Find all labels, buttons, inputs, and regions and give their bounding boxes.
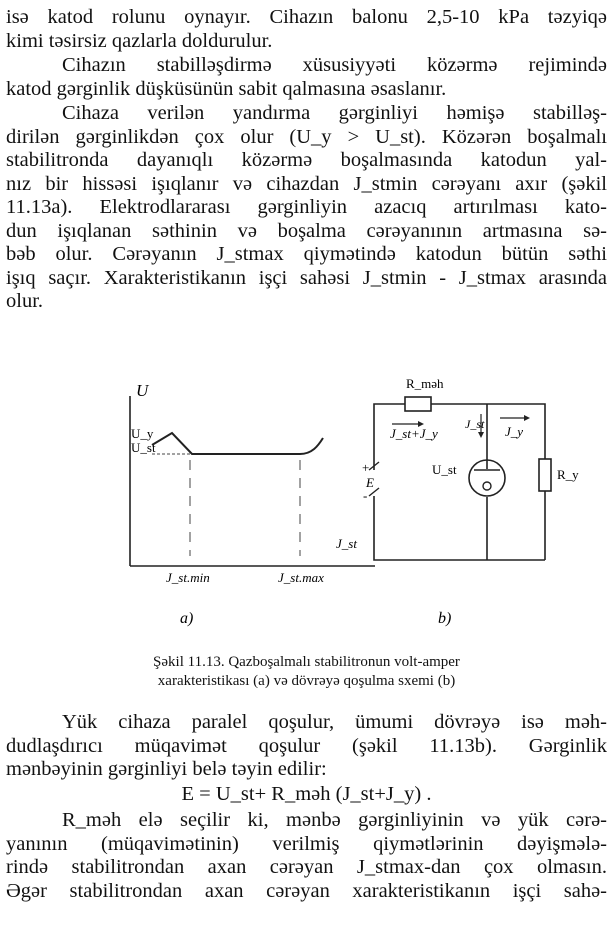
wire-top-right <box>431 404 545 459</box>
paragraph-5 <box>6 809 607 903</box>
jstmin-label: J_st.min <box>166 570 210 585</box>
text-line: olur. <box>6 290 44 312</box>
vac-graph <box>130 381 375 627</box>
figure-caption-line-1: Şəkil 11.13. Qazboşalmalı stabilitronun volt-amper <box>153 654 460 670</box>
resistor-load <box>539 459 551 491</box>
current-total-label: J_st+J_y <box>390 426 438 441</box>
paragraph-4 <box>6 711 607 782</box>
text-line: isə katod rolunu oynayır. Cihazın balonu 2,5-10 kPa təzyiqə <box>6 6 607 28</box>
panel-b-label: b) <box>438 610 452 627</box>
current-y-label: J_y <box>505 424 524 439</box>
arrow-st-head <box>478 432 484 438</box>
text-line: rində stabilitrondan axan cərəyan J_stmax-dan çox olmasın. <box>6 856 607 878</box>
text-line: katod gərginlik düşküsünün sabit qalmasına əsaslanır. <box>6 77 447 100</box>
x-axis-label: J_st <box>336 536 357 551</box>
text-line: Əgər stabilitrondan axan cərəyan xarakteristikanın işçi sahə- <box>6 879 607 902</box>
tube-cathode <box>483 482 491 490</box>
vac-curve <box>152 433 323 454</box>
text-line: Yük cihaza paralel qoşulur, ümumi dövrəyə isə məh- <box>62 711 607 733</box>
paragraph-1 <box>6 6 607 53</box>
formula: E = U_st+ R_məh (J_st+J_y) . <box>181 783 432 805</box>
text-line: dirilən gərginlikdən çox olur (U_y > U_st). Közərən boşalmalı <box>6 125 607 148</box>
uy-label: U_y <box>131 426 154 441</box>
paragraph-2 <box>6 54 607 101</box>
text-line: 11.13a). Elektrodlararası gərginliyin azacıq artırılması kato- <box>6 196 607 218</box>
panel-a-label: a) <box>180 610 194 627</box>
source-e-label: E <box>366 475 374 490</box>
wire-bottom <box>374 496 545 560</box>
minus-sign: - <box>363 488 368 503</box>
text-line: stabilitronda dayanıqlı közərmə boşalmasında katodun yal- <box>6 149 607 171</box>
jstmax-label: J_st.max <box>278 570 324 585</box>
text-line: R_məh elə seçilir ki, mənbə gərginliyinin və yük cərə- <box>62 809 607 831</box>
text-line: mənbəyinin gərginliyi belə təyin edilir: <box>6 758 327 780</box>
text-line: Cihazın stabilləşdirmə xüsusiyyəti közərmə rejimində <box>62 54 607 76</box>
circuit-schematic <box>362 376 579 627</box>
paragraph-3 <box>6 102 607 314</box>
text-line: Cihaza verilən yandırma gərginliyi həmişə stabilləş- <box>62 102 607 124</box>
plus-sign: + <box>362 460 370 475</box>
text-line: kimi təsirsiz qazlarla doldurulur. <box>6 29 273 52</box>
figure-11-13 <box>0 366 613 636</box>
text-line: dudlaşdırıcı müqavimət qoşulur (şəkil 11.13b). Gərginlik <box>6 734 607 757</box>
resistor-load-label: R_y <box>557 467 579 482</box>
resistor-rmeh <box>405 397 431 411</box>
current-st-label: J_st <box>465 417 485 431</box>
text-line: yanının (müqavimətinin) verilmiş qiymətlərinin dəyişmələ- <box>6 832 607 855</box>
circuit-ust-label: U_st <box>432 462 457 477</box>
text-line: dun işıqlanan səthinin və boşalma cərəyanının artmasına sə- <box>6 219 607 242</box>
arrow-y-head <box>524 415 530 421</box>
text-line: bəb olur. Cərəyanın J_stmax qiymətində katodun bütün səthi <box>6 243 607 265</box>
ust-label: U_st <box>131 440 156 455</box>
resistor-rmeh-label: R_məh <box>406 376 444 391</box>
text-line: nız bir hissəsi işıqlanır və cihazdan J_stmin cərəyanı axır (şəkil <box>6 172 607 195</box>
y-axis-label: U <box>136 381 149 400</box>
text-line: işıq saçır. Xarakteristikanın işçi sahəsi J_stmin - J_stmax arasında <box>6 266 607 289</box>
figure-caption-line-2: xarakteristikası (a) və dövrəyə qoşulma sxemi (b) <box>157 673 456 689</box>
figure-svg <box>0 366 613 636</box>
